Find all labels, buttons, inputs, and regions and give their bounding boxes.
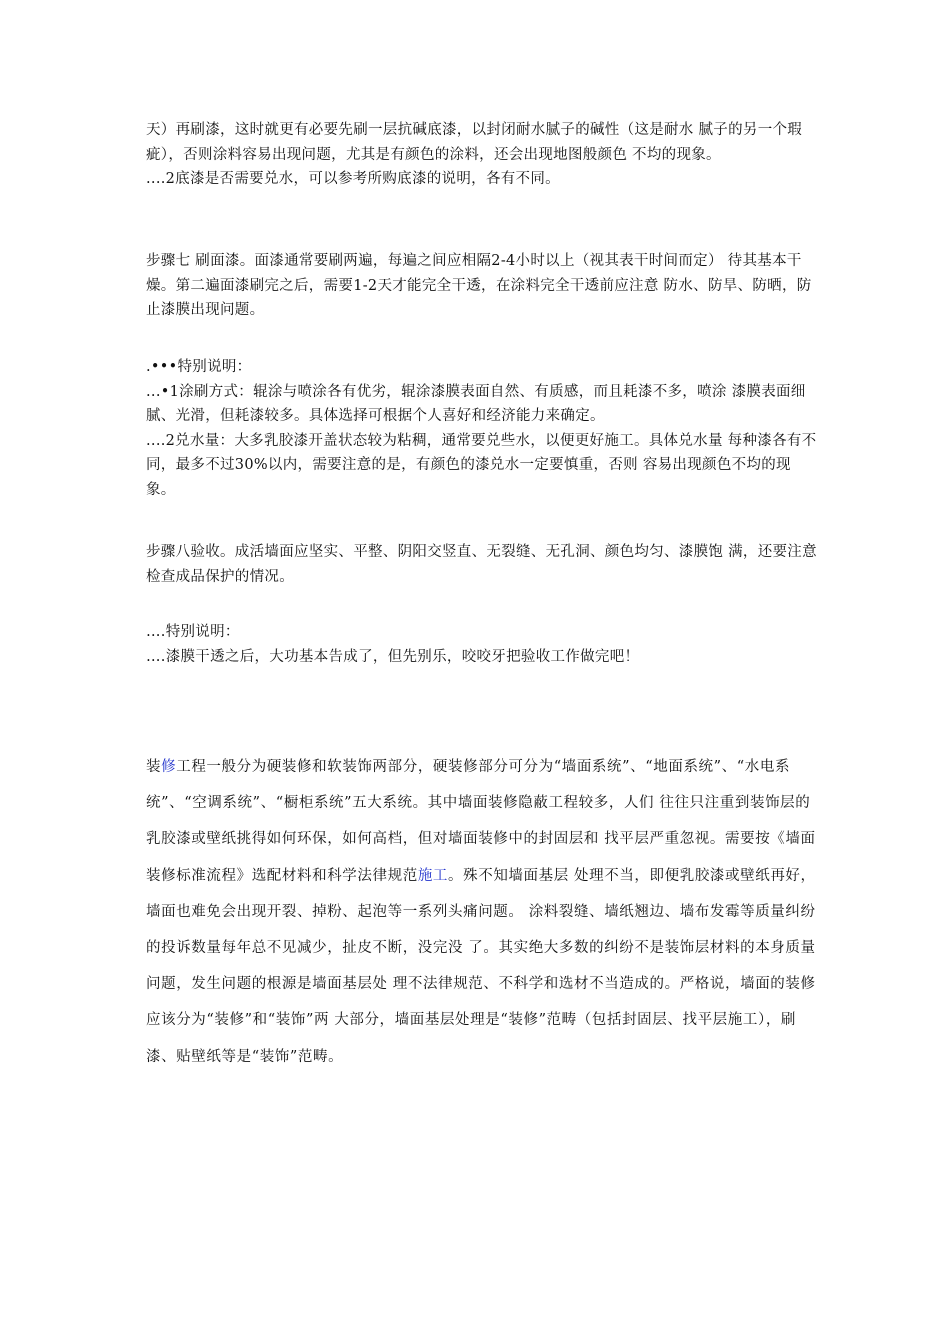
overview-middle: 工程一般分为硬装修和软装饰两部分，硬装修部分可分为“墙面系统”、“地面系统”、“水电系统”、“空调系统”、“橱柜系统”五大系统。其中墙面装修隐蔽工程较多，人们 往往只注重到装饰层的乳胶漆或壁纸挑得如何环保，如何高档，但对墙面装修中的封固层和 找平层严重忽视。需要按《墙面装修标准流程》选配材料和科学法律规范 xyxy=(146,759,816,884)
construction-link[interactable]: 施工 xyxy=(417,867,449,884)
step-eight-paragraph: 步骤八验收。成活墙面应坚实、平整、阴阳交竖直、无裂缝、无孔洞、颜色均匀、漆膜饱 满，还要注意检查成品保护的情况。 xyxy=(146,544,817,585)
step-seven-section xyxy=(146,249,818,323)
final-notes-section xyxy=(146,620,818,669)
water-dilution-note: ....2兑水量：大多乳胶漆开盖状态较为粘稠，通常要兑些水，以便更好施工。具体兑水量 每种漆各有不同，最多不过30%以内，需要注意的是，有颜色的漆兑水一定要慎重，否则 容易出现颜色不均的现象。 xyxy=(146,432,817,498)
decoration-overview-paragraph xyxy=(146,749,818,1075)
special-notes-section xyxy=(146,355,818,502)
special-notes-heading: .•••特别说明： xyxy=(146,359,252,375)
decoration-link[interactable]: 修 xyxy=(161,759,177,775)
final-notes-heading: ….特别说明： xyxy=(146,624,240,640)
overview-suffix: 。殊不知墙面基层 处理不当，即便乳胶漆或壁纸再好，墙面也难免会出现开裂、掉粉、起泡等一系列头痛问题。 涂料裂缝、墙纸翘边、墙布发霉等质量纠纷的投诉数量每年总不见减少，扯皮不断，没完没 了。其实绝大多数的纠纷不是装饰层材料的本身质量问题，发生问题的根源是墙面基层处 理不法律规范、不科学和选材不当造成的。严格说，墙面的装修应该分为“装修”和“装饰”两 大部分，墙面基层处理是“装修”范畴（包括封固层、找平层施工），刷漆、贴壁纸等是“装饰”范畴。 xyxy=(146,867,816,1065)
decoration-overview-section xyxy=(146,749,818,1075)
primer-dilution-note: ....2底漆是否需要兑水，可以参考所购底漆的说明，各有不同。 xyxy=(146,171,560,187)
overview-prefix: 装 xyxy=(146,759,162,775)
application-method-note: ...•1涂刷方式：辊涂与喷涂各有优劣，辊涂漆膜表面自然、有质感，而且耗漆不多，喷涂 漆膜表面细腻、光滑，但耗漆较多。具体选择可根据个人喜好和经济能力来确定。 xyxy=(146,383,806,424)
primer-paragraph: 天）再刷漆，这时就更有必要先刷一层抗碱底漆，以封闭耐水腻子的碱性（这是耐水 腻子的另一个瑕疵），否则涂料容易出现问题，尤其是有颜色的涂料，还会出现地图般颜色 不均的现象。 xyxy=(146,122,803,163)
final-notes-text: ….漆膜干透之后，大功基本告成了，但先别乐，咬咬牙把验收工作做完吧！ xyxy=(146,648,640,665)
step-eight-section xyxy=(146,540,818,589)
paint-primer-section xyxy=(146,118,818,192)
step-seven-paragraph: 步骤七 刷面漆。面漆通常要刷两遍，每遍之间应相隔2-4小时以上（视其表干时间而定） 待其基本干燥。第二遍面漆刷完之后，需要1-2天才能完全干透，在涂料完全干透前应注意 防水、防旱、防晒，防止漆膜出现问题。 xyxy=(146,253,812,318)
